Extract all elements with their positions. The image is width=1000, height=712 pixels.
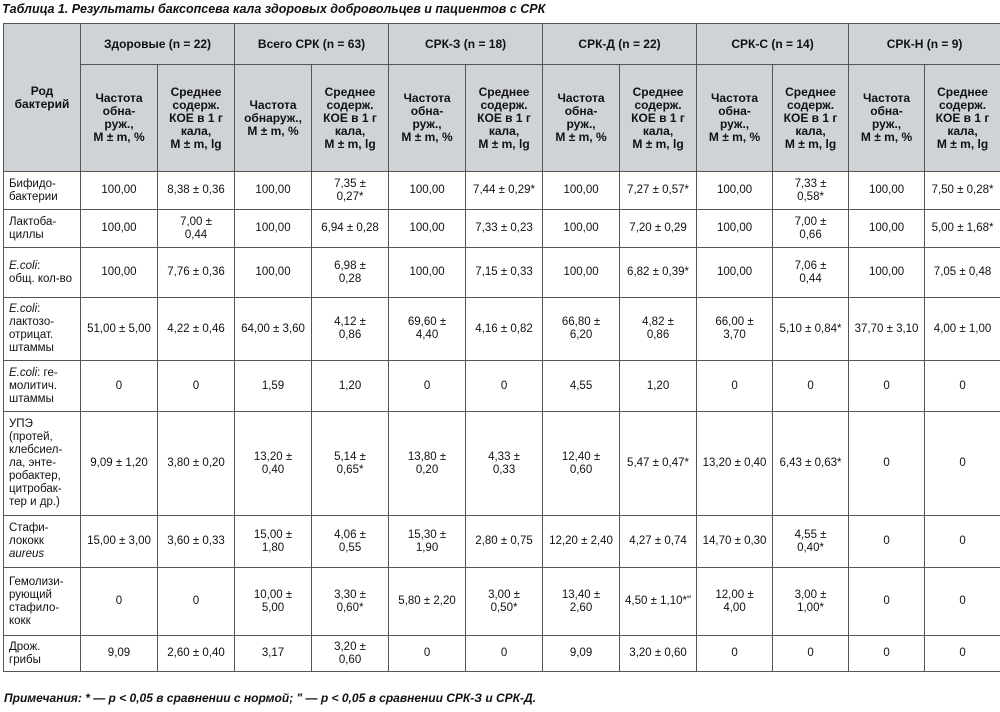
table-cell: 100,00 (849, 248, 925, 298)
group-header-ibs-u: СРК-Н (n = 9) (849, 24, 1000, 65)
table-row (4, 210, 1000, 248)
table-cell: 69,60 ± 4,40 (389, 298, 466, 361)
table-cell: 4,55 ± 0,40* (773, 516, 849, 568)
table-cell: 4,22 ± 0,46 (158, 298, 235, 361)
table-cell: 4,82 ± 0,86 (620, 298, 697, 361)
table-cell: 100,00 (389, 172, 466, 210)
table-cell: 100,00 (543, 210, 620, 248)
table-cell: 0 (697, 636, 773, 672)
table-cell: 4,16 ± 0,82 (466, 298, 543, 361)
table-cell: 9,09 (81, 636, 158, 672)
table-cell: 0 (925, 568, 1000, 636)
table-cell: 100,00 (697, 248, 773, 298)
table-cell: 100,00 (697, 210, 773, 248)
table-cell: 2,80 ± 0,75 (466, 516, 543, 568)
table-cell: 100,00 (543, 248, 620, 298)
row-label (4, 248, 81, 298)
table-cell: 7,44 ± 0,29* (466, 172, 543, 210)
row-label: Лактоба- циллы (4, 210, 81, 248)
table-cell: 0 (697, 361, 773, 412)
row-label (4, 298, 81, 361)
table-cell: 6,43 ± 0,63* (773, 412, 849, 516)
row-label-italic: E.coli (9, 366, 38, 379)
table-cell: 0 (849, 636, 925, 672)
table-cell: 10,00 ± 5,00 (235, 568, 312, 636)
table-cell: 0 (925, 636, 1000, 672)
table-cell: 3,00 ± 0,50* (466, 568, 543, 636)
table-cell: 0 (389, 636, 466, 672)
group-header-ibs-d: СРК-Д (n = 22) (543, 24, 697, 65)
table-cell: 0 (81, 361, 158, 412)
table-cell: 5,10 ± 0,84* (773, 298, 849, 361)
table-cell: 8,38 ± 0,36 (158, 172, 235, 210)
table-cell: 7,05 ± 0,48 (925, 248, 1000, 298)
row-label: Бифидо- бактерии (4, 172, 81, 210)
table-cell: 7,00 ± 0,44 (158, 210, 235, 248)
group-header-ibs-m: СРК-С (n = 14) (697, 24, 849, 65)
table-cell: 0 (81, 568, 158, 636)
row-label (4, 361, 81, 412)
row-label-italic: aureus (9, 548, 45, 560)
table-cell: 7,33 ± 0,23 (466, 210, 543, 248)
table-cell: 5,47 ± 0,47* (620, 412, 697, 516)
table-cell: 7,27 ± 0,57* (620, 172, 697, 210)
table-cell: 100,00 (81, 172, 158, 210)
table-cell: 3,00 ± 1,00* (773, 568, 849, 636)
table-cell: 100,00 (81, 248, 158, 298)
table-cell: 1,59 (235, 361, 312, 412)
table-row (4, 412, 1000, 516)
table-cell: 100,00 (389, 210, 466, 248)
mean-header: Среднее содерж. КОЕ в 1 г кала, M ± m, lg (466, 65, 543, 172)
table-cell: 13,20 ± 0,40 (697, 412, 773, 516)
table-cell: 0 (466, 361, 543, 412)
table-cell: 3,20 ± 0,60 (620, 636, 697, 672)
table-cell: 100,00 (849, 172, 925, 210)
table-cell: 5,80 ± 2,20 (389, 568, 466, 636)
table-cell: 15,30 ± 1,90 (389, 516, 466, 568)
table-cell: 100,00 (389, 248, 466, 298)
table-cell: 0 (849, 516, 925, 568)
table-cell: 12,20 ± 2,40 (543, 516, 620, 568)
table-cell: 0 (773, 361, 849, 412)
table-cell: 100,00 (849, 210, 925, 248)
table-cell: 100,00 (235, 248, 312, 298)
mean-header: Среднее содерж. КОЕ в 1 г кала, M ± m, lg (773, 65, 849, 172)
rowhead-header: Род бактерий (4, 24, 81, 172)
mean-header: Среднее содерж. КОЕ в 1 г кала, M ± m, lg (925, 65, 1000, 172)
table-cell: 4,55 (543, 361, 620, 412)
results-table (3, 23, 1000, 672)
table-cell: 1,20 (620, 361, 697, 412)
table-cell: 0 (466, 636, 543, 672)
table-cell: 3,60 ± 0,33 (158, 516, 235, 568)
table-cell: 0 (158, 568, 235, 636)
table-caption: Таблица 1. Результаты баксопсева кала здоровых добровольцев и пациентов с СРК (2, 2, 546, 16)
freq-header: Частота обна- руж., M ± m, % (543, 65, 620, 172)
table-cell: 15,00 ± 3,00 (81, 516, 158, 568)
table-cell: 66,00 ± 3,70 (697, 298, 773, 361)
table-cell: 13,80 ± 0,20 (389, 412, 466, 516)
table-cell: 100,00 (697, 172, 773, 210)
table-row (4, 361, 1000, 412)
mean-header: Среднее содерж. КОЕ в 1 г кала, M ± m, lg (312, 65, 389, 172)
table-cell: 7,15 ± 0,33 (466, 248, 543, 298)
table-cell: 14,70 ± 0,30 (697, 516, 773, 568)
table-cell: 13,20 ± 0,40 (235, 412, 312, 516)
table-cell: 3,30 ± 0,60* (312, 568, 389, 636)
table-cell: 66,80 ± 6,20 (543, 298, 620, 361)
row-label-italic: E.coli (9, 303, 38, 315)
table-cell: 5,14 ± 0,65* (312, 412, 389, 516)
table-row (4, 516, 1000, 568)
row-label-italic: E.coli (9, 259, 38, 272)
table-cell: 2,60 ± 0,40 (158, 636, 235, 672)
table-cell: 100,00 (235, 172, 312, 210)
table-row (4, 172, 1000, 210)
table-cell: 7,00 ± 0,66 (773, 210, 849, 248)
table-cell: 6,82 ± 0,39* (620, 248, 697, 298)
table-cell: 4,06 ± 0,55 (312, 516, 389, 568)
table-cell: 9,09 ± 1,20 (81, 412, 158, 516)
table-cell: 3,20 ± 0,60 (312, 636, 389, 672)
table-cell: 12,00 ± 4,00 (697, 568, 773, 636)
row-label (4, 516, 81, 568)
table-cell: 9,09 (543, 636, 620, 672)
table-cell: 7,76 ± 0,36 (158, 248, 235, 298)
group-header-ibs-c: СРК-З (n = 18) (389, 24, 543, 65)
table-cell: 100,00 (543, 172, 620, 210)
table-cell: 51,00 ± 5,00 (81, 298, 158, 361)
table-cell: 0 (389, 361, 466, 412)
table-footnote: Примечания: * — p < 0,05 в сравнении с нормой; " — p < 0,05 в сравнении СРК-З и СРК-Д. (4, 691, 537, 705)
table-cell: 64,00 ± 3,60 (235, 298, 312, 361)
table-cell: 0 (925, 516, 1000, 568)
table-cell: 7,50 ± 0,28* (925, 172, 1000, 210)
table-cell: 0 (158, 361, 235, 412)
freq-header: Частота обна- руж., M ± m, % (81, 65, 158, 172)
table-row (4, 298, 1000, 361)
mean-header: Среднее содерж. КОЕ в 1 г кала, M ± m, lg (158, 65, 235, 172)
table-cell: 0 (849, 568, 925, 636)
table-cell: 7,33 ± 0,58* (773, 172, 849, 210)
row-label: Гемолизи- рующий стафило- кокк (4, 568, 81, 636)
table-cell: 0 (849, 412, 925, 516)
table-cell: 7,35 ± 0,27* (312, 172, 389, 210)
table-cell: 4,12 ± 0,86 (312, 298, 389, 361)
table-cell: 5,00 ± 1,68* (925, 210, 1000, 248)
row-label: УПЭ (протей, клебсиел- ла, энте- робактер, цитробак- тер и др.) (4, 412, 81, 516)
table-cell: 7,06 ± 0,44 (773, 248, 849, 298)
table-cell: 0 (849, 361, 925, 412)
table-cell: 0 (925, 412, 1000, 516)
table-cell: 6,94 ± 0,28 (312, 210, 389, 248)
row-label-rest: Стафи- лококк (9, 522, 49, 547)
table-cell: 0 (925, 361, 1000, 412)
table-cell: 37,70 ± 3,10 (849, 298, 925, 361)
freq-header: Частота обна- руж., M ± m, % (849, 65, 925, 172)
mean-header: Среднее содерж. КОЕ в 1 г кала, M ± m, lg (620, 65, 697, 172)
table-cell: 15,00 ± 1,80 (235, 516, 312, 568)
table-cell: 12,40 ± 0,60 (543, 412, 620, 516)
table-cell: 4,27 ± 0,74 (620, 516, 697, 568)
freq-header: Частота обнаруж., M ± m, % (235, 65, 312, 172)
freq-header: Частота обна- руж., M ± m, % (697, 65, 773, 172)
table-cell: 7,20 ± 0,29 (620, 210, 697, 248)
group-header-healthy: Здоровые (n = 22) (81, 24, 235, 65)
table-cell: 4,50 ± 1,10*" (620, 568, 697, 636)
table-cell: 4,00 ± 1,00 (925, 298, 1000, 361)
row-label: Дрож. грибы (4, 636, 81, 672)
table-cell: 1,20 (312, 361, 389, 412)
table-row (4, 568, 1000, 636)
table-row (4, 636, 1000, 672)
group-header-row (4, 24, 1000, 65)
table-cell: 100,00 (81, 210, 158, 248)
table-cell: 3,80 ± 0,20 (158, 412, 235, 516)
table-cell: 6,98 ± 0,28 (312, 248, 389, 298)
table-cell: 0 (773, 636, 849, 672)
row-label-rest: : лактозо- отрицат. штаммы (9, 303, 55, 354)
freq-header: Частота обна- руж., M ± m, % (389, 65, 466, 172)
table-cell: 4,33 ± 0,33 (466, 412, 543, 516)
subheader-row (4, 65, 1000, 172)
row-label-rest: : ге- молитич. штаммы (9, 366, 58, 405)
table-cell: 3,17 (235, 636, 312, 672)
table-cell: 13,40 ± 2,60 (543, 568, 620, 636)
row-label-rest: : общ. кол-во (9, 259, 73, 285)
table-cell: 100,00 (235, 210, 312, 248)
group-header-all-ibs: Всего СРК (n = 63) (235, 24, 389, 65)
table-row (4, 248, 1000, 298)
